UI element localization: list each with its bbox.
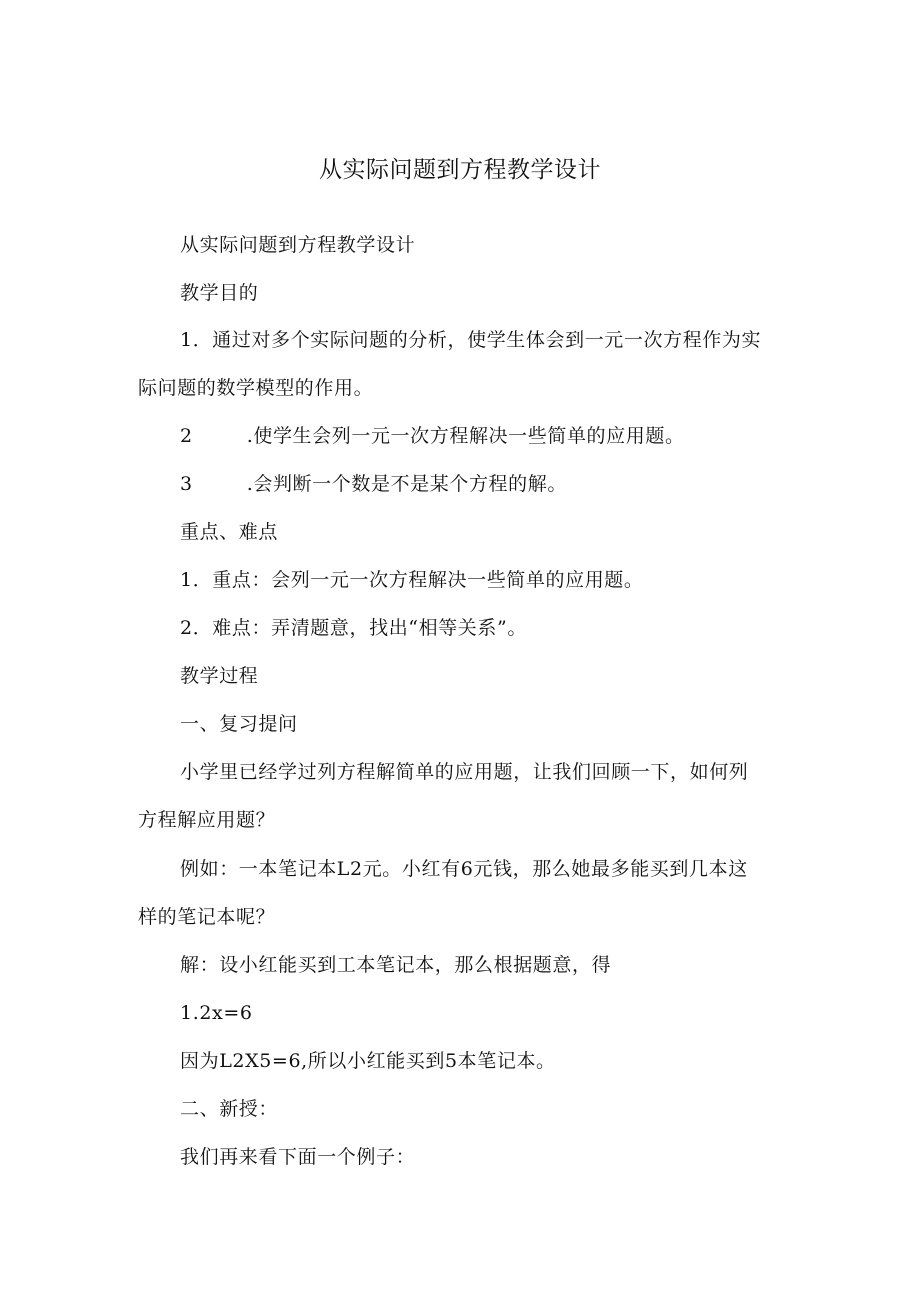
document-title: 从实际问题到方程教学设计 bbox=[319, 157, 601, 183]
process-heading: 教学过程 bbox=[180, 665, 259, 687]
key-point-1: 1．重点：会列一元一次方程解决一些简单的应用题。 bbox=[180, 569, 644, 591]
goal-2-number: 2 bbox=[180, 425, 193, 447]
solution-line: 解：设小红能买到工本笔记本，那么根据题意，得 bbox=[180, 954, 612, 976]
goal-2-line bbox=[180, 421, 685, 451]
goal-3-text: .会判断一个数是不是某个方程的解。 bbox=[246, 473, 567, 495]
review-heading: 一、复习提问 bbox=[180, 713, 298, 735]
review-paragraph-line-2: 方程解应用题？ bbox=[138, 809, 276, 831]
key-point-2: 2．难点：弄清题意，找出“相等关系”。 bbox=[180, 617, 527, 639]
goal-2-text: .使学生会列一元一次方程解决一些简单的应用题。 bbox=[246, 425, 685, 447]
conclusion-line: 因为L2X5=6,所以小红能买到5本笔记本。 bbox=[180, 1050, 556, 1072]
new-lesson-heading: 二、新授： bbox=[180, 1098, 279, 1120]
example-line-1: 例如：一本笔记本L2元。小红有6元钱，那么她最多能买到几本这 bbox=[180, 858, 748, 880]
goal-1-line-1: 1．通过对多个实际问题的分析，使学生体会到一元一次方程作为实 bbox=[180, 329, 762, 351]
goals-heading: 教学目的 bbox=[180, 282, 259, 304]
equation-line: 1.2x=6 bbox=[180, 1002, 253, 1024]
goal-3-number: 3 bbox=[180, 473, 193, 495]
goal-3-line bbox=[180, 469, 567, 499]
review-paragraph-line-1: 小学里已经学过列方程解简单的应用题，让我们回顾一下，如何列 bbox=[180, 761, 749, 783]
key-points-heading: 重点、难点 bbox=[180, 521, 279, 543]
new-lesson-paragraph: 我们再来看下面一个例子： bbox=[180, 1146, 416, 1168]
example-line-2: 样的笔记本呢？ bbox=[138, 906, 276, 928]
subtitle-line: 从实际问题到方程教学设计 bbox=[180, 234, 416, 256]
goal-1-line-2: 际问题的数学模型的作用。 bbox=[138, 377, 374, 399]
